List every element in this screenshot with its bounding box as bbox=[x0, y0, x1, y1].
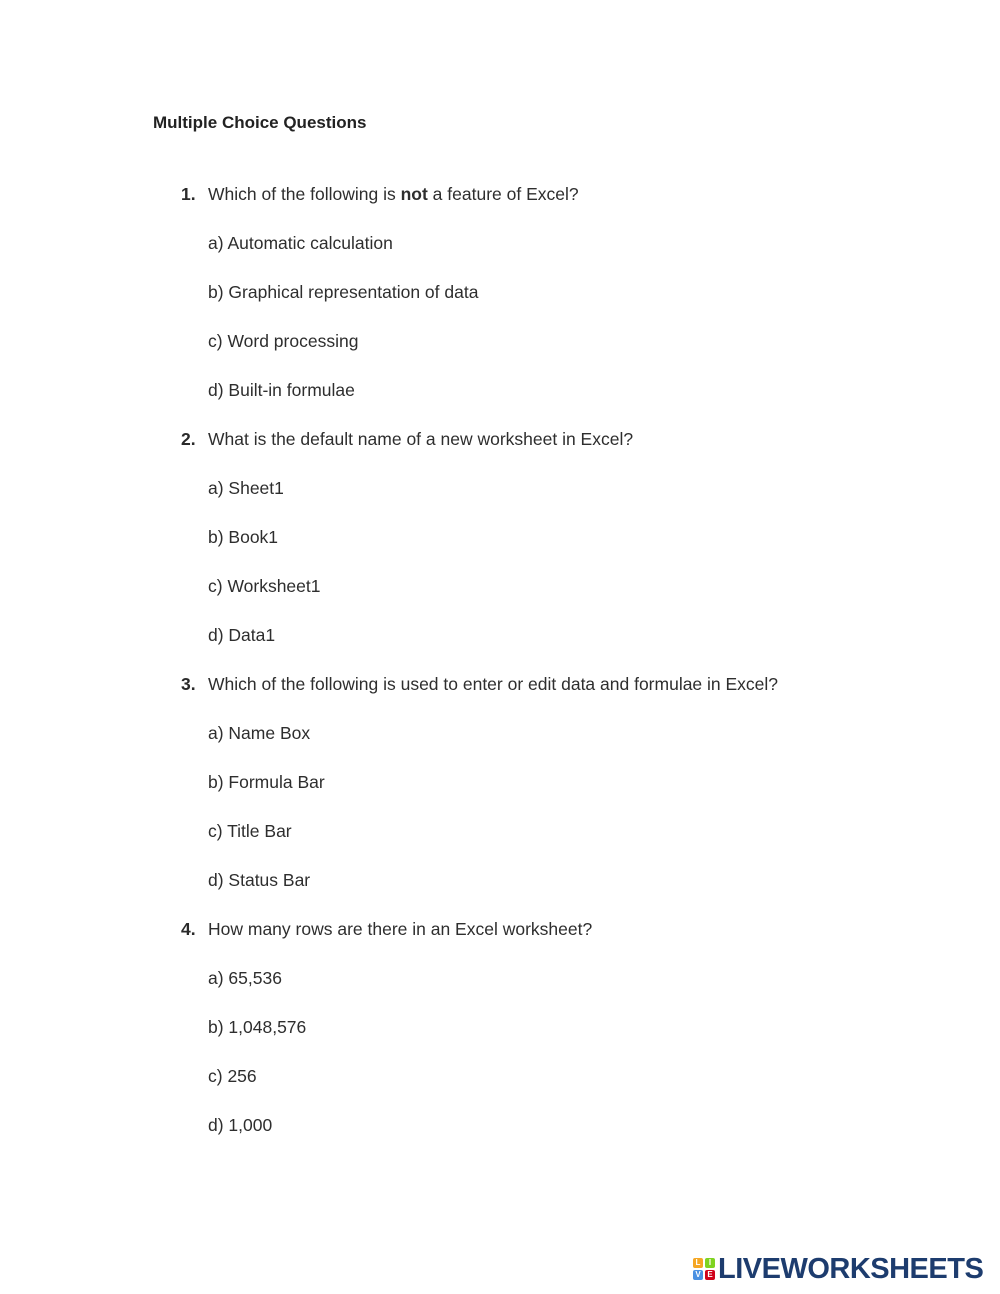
question-3-option-c: c) Title Bar bbox=[208, 821, 292, 841]
logo-icon-tile-v: V bbox=[693, 1270, 703, 1280]
question-2-number: 2. bbox=[181, 429, 196, 449]
question-2-option-c: c) Worksheet1 bbox=[208, 576, 321, 596]
question-4-number: 4. bbox=[181, 919, 196, 939]
question-1-text bbox=[208, 183, 579, 205]
logo-icon-tile-i: I bbox=[705, 1258, 715, 1268]
liveworksheets-logo-icon bbox=[693, 1258, 715, 1280]
question-1-number: 1. bbox=[181, 184, 196, 204]
question-2-option-b: b) Book1 bbox=[208, 527, 279, 547]
question-4-text: How many rows are there in an Excel worksheet? bbox=[208, 919, 593, 939]
question-3-text: Which of the following is used to enter or edit data and formulae in Excel? bbox=[208, 674, 779, 694]
logo-icon-tile-l: L bbox=[693, 1258, 703, 1268]
question-1-option-c: c) Word processing bbox=[208, 331, 359, 351]
liveworksheets-logo-text: LIVEWORKSHEETS bbox=[718, 1253, 984, 1285]
document-heading: Multiple Choice Questions bbox=[153, 113, 367, 132]
logo-icon-tile-e: E bbox=[705, 1270, 715, 1280]
question-1-option-a: a) Automatic calculation bbox=[208, 233, 393, 253]
question-1-option-b: b) Graphical representation of data bbox=[208, 282, 479, 302]
question-2-text: What is the default name of a new worksheet in Excel? bbox=[208, 429, 634, 449]
question-4-option-b: b) 1,048,576 bbox=[208, 1017, 307, 1037]
question-1-option-d: d) Built-in formulae bbox=[208, 380, 355, 400]
question-4-option-c: c) 256 bbox=[208, 1066, 257, 1086]
question-1-text-emphasis: not bbox=[400, 184, 428, 204]
question-3-option-a: a) Name Box bbox=[208, 723, 311, 743]
liveworksheets-logo bbox=[693, 1254, 983, 1284]
question-4-option-a: a) 65,536 bbox=[208, 968, 282, 988]
question-1-text-before: Which of the following is bbox=[208, 184, 401, 204]
question-2-option-d: d) Data1 bbox=[208, 625, 276, 645]
question-3-option-d: d) Status Bar bbox=[208, 870, 311, 890]
question-4-option-d: d) 1,000 bbox=[208, 1115, 273, 1135]
question-3-option-b: b) Formula Bar bbox=[208, 772, 325, 792]
question-3-number: 3. bbox=[181, 674, 196, 694]
question-2-option-a: a) Sheet1 bbox=[208, 478, 284, 498]
question-1-text-after: a feature of Excel? bbox=[427, 184, 579, 204]
